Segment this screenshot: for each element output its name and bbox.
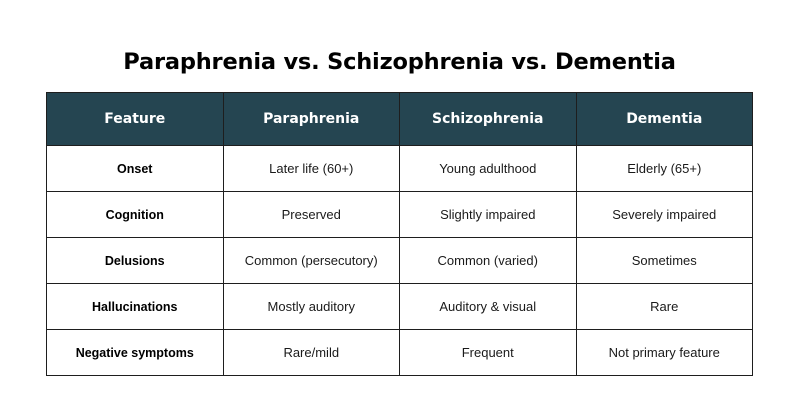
feature-label: Negative symptoms	[47, 330, 224, 376]
paraphrenia-cell: Rare/mild	[223, 330, 400, 376]
header-schizophrenia: Schizophrenia	[400, 93, 577, 146]
table-row	[47, 192, 753, 238]
schizophrenia-cell: Slightly impaired	[400, 192, 577, 238]
page-title: Paraphrenia vs. Schizophrenia vs. Dementia	[123, 49, 676, 76]
comparison-table	[46, 92, 753, 376]
table-row	[47, 284, 753, 330]
table-header-row	[47, 93, 753, 146]
paraphrenia-cell: Later life (60+)	[223, 146, 400, 192]
dementia-cell: Elderly (65+)	[576, 146, 753, 192]
dementia-cell: Severely impaired	[576, 192, 753, 238]
schizophrenia-cell: Common (varied)	[400, 238, 577, 284]
paraphrenia-cell: Common (persecutory)	[223, 238, 400, 284]
feature-label: Onset	[47, 146, 224, 192]
table-row	[47, 330, 753, 376]
paraphrenia-cell: Preserved	[223, 192, 400, 238]
dementia-cell: Not primary feature	[576, 330, 753, 376]
header-paraphrenia: Paraphrenia	[223, 93, 400, 146]
header-feature: Feature	[47, 93, 224, 146]
header-dementia: Dementia	[576, 93, 753, 146]
schizophrenia-cell: Young adulthood	[400, 146, 577, 192]
table-row	[47, 146, 753, 192]
dementia-cell: Rare	[576, 284, 753, 330]
feature-label: Hallucinations	[47, 284, 224, 330]
table-row	[47, 238, 753, 284]
dementia-cell: Sometimes	[576, 238, 753, 284]
schizophrenia-cell: Auditory & visual	[400, 284, 577, 330]
feature-label: Delusions	[47, 238, 224, 284]
paraphrenia-cell: Mostly auditory	[223, 284, 400, 330]
schizophrenia-cell: Frequent	[400, 330, 577, 376]
feature-label: Cognition	[47, 192, 224, 238]
